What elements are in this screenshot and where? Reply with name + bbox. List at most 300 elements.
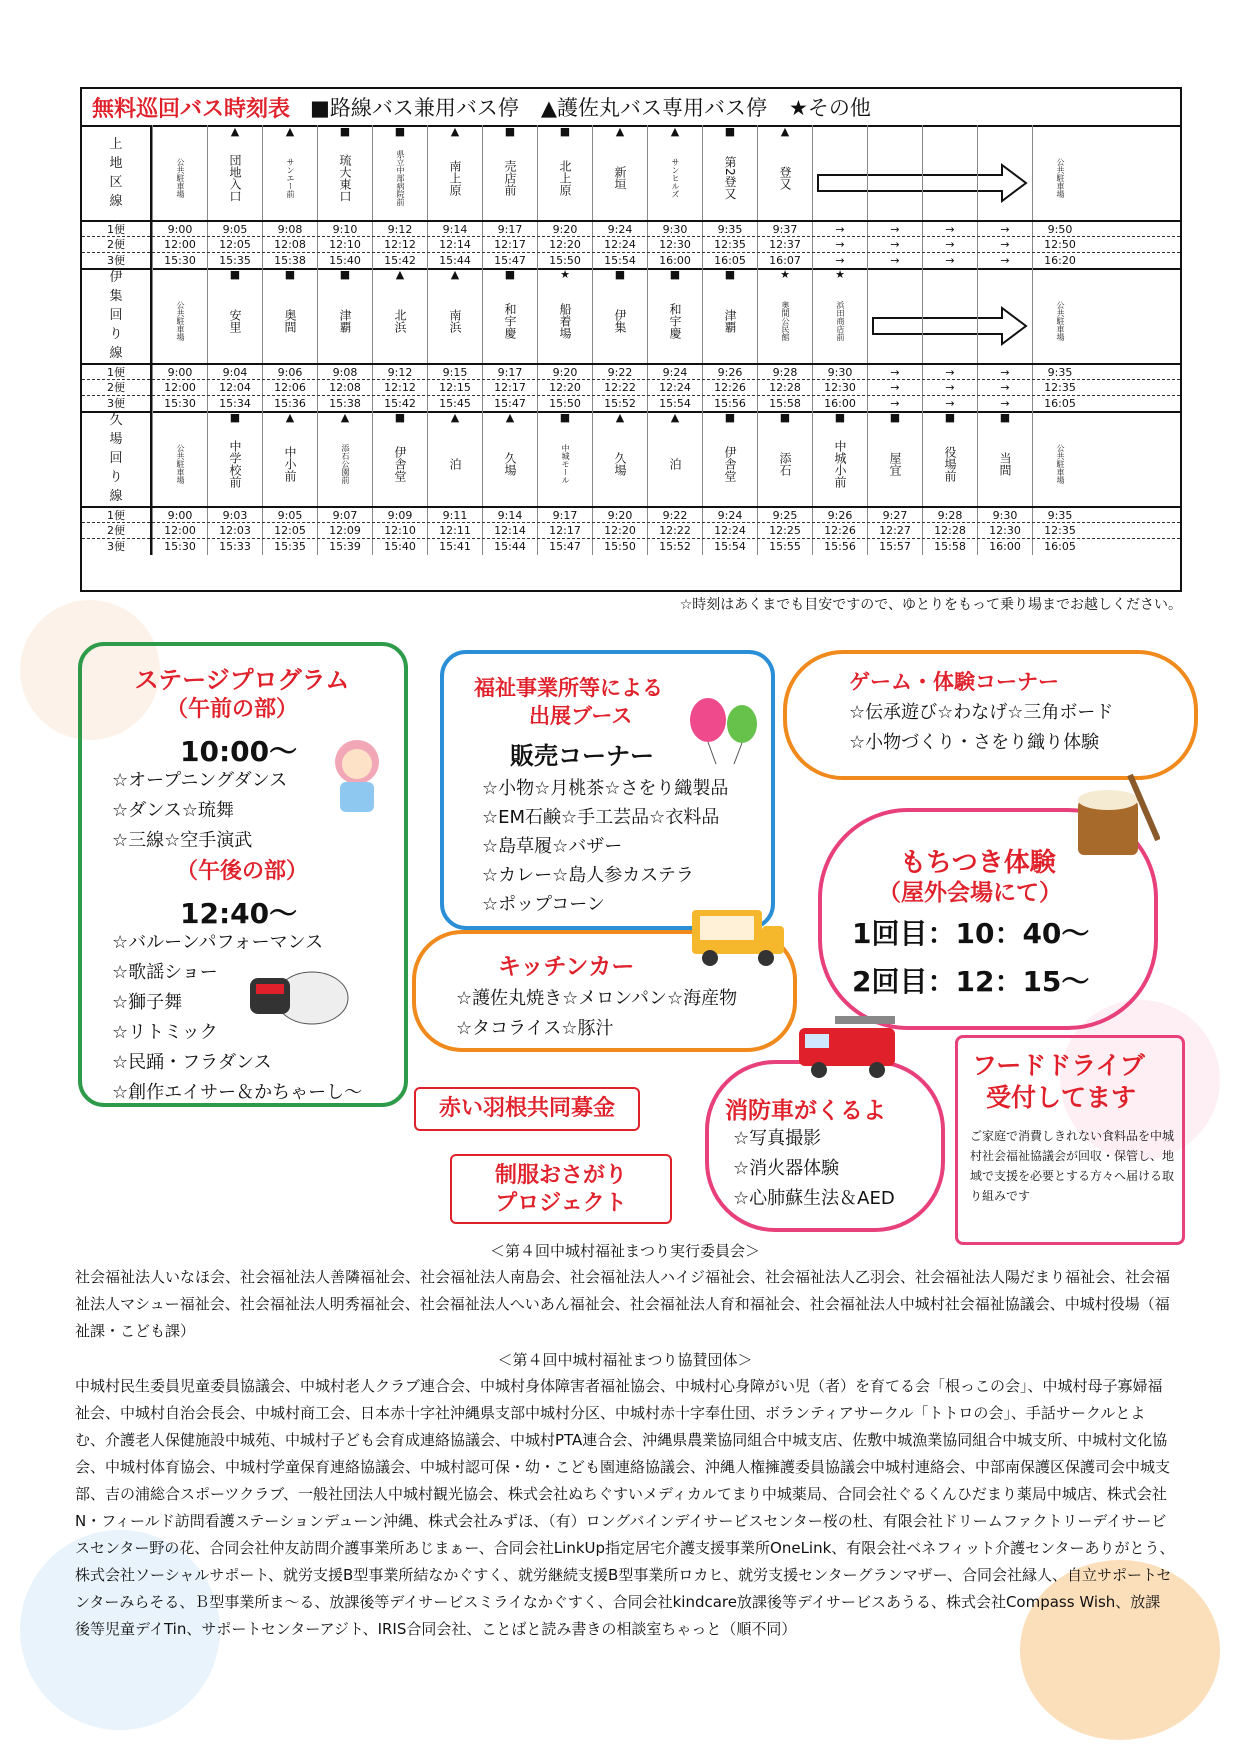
trip-time: 9:08 bbox=[317, 365, 372, 381]
kitchen-item: ☆護佐丸焼き☆メロンパン☆海産物 bbox=[456, 988, 738, 1009]
stop-type-mark bbox=[1033, 411, 1087, 425]
fire-item: ☆消火器体験 bbox=[733, 1158, 840, 1179]
stop-name: 当間 bbox=[998, 451, 1012, 476]
trip-time: 12:00 bbox=[152, 380, 207, 396]
trip-time: 9:17 bbox=[482, 222, 537, 238]
trip-time: 9:26 bbox=[812, 508, 867, 524]
trip-time: 15:54 bbox=[647, 396, 702, 412]
bus-stop bbox=[977, 411, 1032, 506]
trip-time: 15:50 bbox=[592, 539, 647, 555]
trip-time: 9:25 bbox=[757, 508, 812, 524]
stop-type-mark bbox=[978, 125, 1032, 139]
stop-name: 中城モール bbox=[561, 443, 570, 484]
stop-name: 津覇 bbox=[338, 308, 352, 333]
trip-time: 9:30 bbox=[812, 365, 867, 381]
route-name-char: 線 bbox=[109, 489, 123, 504]
trip-time: 12:37 bbox=[757, 237, 812, 253]
trip-time: → bbox=[922, 396, 977, 412]
stop-type-mark: ▲ bbox=[615, 411, 625, 424]
trip-time: 9:08 bbox=[262, 222, 317, 238]
trip-time: 15:47 bbox=[482, 253, 537, 269]
bus-stop bbox=[372, 125, 427, 220]
route-name-char: 場 bbox=[109, 432, 123, 447]
trip-time: 12:05 bbox=[262, 523, 317, 539]
trip-time: 16:05 bbox=[1032, 396, 1087, 412]
trip-time: 9:03 bbox=[207, 508, 262, 524]
stop-name: 久場 bbox=[503, 451, 517, 476]
stop-type-mark: ■ bbox=[779, 411, 791, 424]
stop-name: 役場前 bbox=[943, 445, 957, 482]
fire-truck-icon bbox=[795, 1010, 905, 1080]
stop-type-mark: ■ bbox=[394, 125, 406, 138]
girl-illustration-icon bbox=[322, 736, 392, 816]
trip-time: 15:52 bbox=[647, 539, 702, 555]
trip-time: 9:15 bbox=[427, 365, 482, 381]
stage-am-item: ☆ダンス☆琉舞 bbox=[112, 800, 234, 821]
legend-shared-stop: ■路線バス兼用バス停 bbox=[310, 96, 519, 120]
trip-time: 12:24 bbox=[592, 237, 647, 253]
trip-time: → bbox=[977, 222, 1032, 238]
stop-name: 県立中部病院前 bbox=[396, 149, 405, 206]
trip-time: 12:17 bbox=[482, 237, 537, 253]
stage-pm-item: ☆獅子舞 bbox=[112, 992, 183, 1013]
balloons-icon bbox=[684, 694, 764, 764]
stage-pm-label: （午後の部） bbox=[175, 859, 308, 884]
stop-type-mark bbox=[868, 125, 922, 139]
trip-label: 1便 bbox=[82, 508, 152, 524]
trip-time: 9:04 bbox=[207, 365, 262, 381]
bus-stop bbox=[812, 268, 867, 363]
stop-name: 伊舎堂 bbox=[723, 445, 737, 482]
kitchen-title: キッチンカー bbox=[498, 954, 635, 980]
trip-label: 2便 bbox=[82, 523, 152, 539]
trip-time: 12:24 bbox=[702, 523, 757, 539]
trip-time: 9:12 bbox=[372, 222, 427, 238]
trip-time: 15:40 bbox=[372, 539, 427, 555]
trip-time: 9:20 bbox=[592, 508, 647, 524]
stop-type-mark: ■ bbox=[504, 125, 516, 138]
stage-pm-item: ☆バルーンパフォーマンス bbox=[112, 932, 324, 953]
trip-time: 9:17 bbox=[537, 508, 592, 524]
bus-stop bbox=[757, 268, 812, 363]
committee-heading: ＜第４回中城村福祉まつり実行委員会＞ bbox=[489, 1242, 760, 1260]
bus-stop bbox=[262, 411, 317, 506]
bus-stop bbox=[427, 411, 482, 506]
trip-time: 15:42 bbox=[372, 253, 427, 269]
trip-time: 15:58 bbox=[757, 396, 812, 412]
route-name-char: 線 bbox=[109, 193, 123, 209]
trip-time: 12:12 bbox=[372, 237, 427, 253]
stop-type-mark: ▲ bbox=[450, 411, 460, 424]
stop-type-mark: ■ bbox=[559, 411, 571, 424]
stop-type-mark bbox=[923, 125, 977, 139]
bus-timetable bbox=[80, 87, 1182, 592]
bus-stop bbox=[702, 125, 757, 220]
route-section bbox=[82, 411, 1180, 554]
stop-type-mark: ▲ bbox=[780, 125, 790, 138]
bus-stop bbox=[537, 268, 592, 363]
route-name-char: 久 bbox=[109, 413, 123, 428]
fire-item: ☆心肺蘇生法＆AED bbox=[733, 1188, 895, 1209]
bus-stop bbox=[482, 411, 537, 506]
stop-name: 安里 bbox=[228, 308, 242, 333]
trip-time: 15:56 bbox=[812, 539, 867, 555]
bus-stop bbox=[262, 125, 317, 220]
trip-time: 9:24 bbox=[702, 508, 757, 524]
timetable-header bbox=[82, 89, 1180, 127]
trip-time: 15:33 bbox=[207, 539, 262, 555]
trip-time: 9:35 bbox=[702, 222, 757, 238]
trip-time: 9:30 bbox=[647, 222, 702, 238]
stop-type-mark bbox=[153, 125, 207, 139]
legend-gosamaru-stop: ▲護佐丸バス専用バス停 bbox=[540, 96, 768, 120]
trip-time: 9:22 bbox=[592, 365, 647, 381]
stop-type-mark: ■ bbox=[229, 268, 241, 281]
stop-type-mark bbox=[978, 268, 1032, 282]
trip-time: 15:44 bbox=[427, 253, 482, 269]
trip-time: 15:52 bbox=[592, 396, 647, 412]
bus-stop bbox=[757, 411, 812, 506]
trip-time: 12:14 bbox=[427, 237, 482, 253]
stop-name: 新垣 bbox=[613, 165, 627, 190]
stop-name: 添石 bbox=[778, 451, 792, 476]
trip-time: 12:03 bbox=[207, 523, 262, 539]
trip-time: 12:00 bbox=[152, 523, 207, 539]
route-name-char: 上 bbox=[109, 136, 123, 152]
booth-item: ☆ポップコーン bbox=[482, 894, 605, 915]
bus-stop bbox=[427, 268, 482, 363]
trip-time: → bbox=[867, 396, 922, 412]
stop-type-mark bbox=[153, 411, 207, 425]
trip-time: 16:00 bbox=[812, 396, 867, 412]
stop-type-mark: ▲ bbox=[450, 125, 460, 138]
kitchen-car-icon bbox=[688, 900, 788, 970]
trip-time: 9:14 bbox=[482, 508, 537, 524]
trip-time: 9:35 bbox=[1032, 365, 1087, 381]
bus-stop bbox=[1032, 125, 1087, 220]
game-list bbox=[849, 698, 1113, 758]
trip-time: 12:05 bbox=[207, 237, 262, 253]
stop-name: 中小前 bbox=[283, 445, 297, 482]
stop-type-mark bbox=[1033, 125, 1087, 139]
trip-time: 12:22 bbox=[647, 523, 702, 539]
stop-type-mark: ▲ bbox=[285, 411, 295, 424]
bus-stop bbox=[152, 125, 207, 220]
trip-time: 12:06 bbox=[262, 380, 317, 396]
bus-stop bbox=[152, 268, 207, 363]
trip-time: 12:35 bbox=[1032, 523, 1087, 539]
trip-time: 9:28 bbox=[757, 365, 812, 381]
trip-time: → bbox=[867, 380, 922, 396]
trip-time: 15:30 bbox=[152, 253, 207, 269]
trip-time: 15:38 bbox=[317, 396, 372, 412]
stop-name: 公共駐車場 bbox=[176, 300, 185, 341]
stop-type-mark bbox=[813, 125, 867, 139]
trip-time: → bbox=[977, 237, 1032, 253]
stop-type-mark bbox=[1033, 268, 1087, 282]
trip-time: 12:50 bbox=[1032, 237, 1087, 253]
stop-name: 第2登又 bbox=[723, 155, 737, 200]
stop-name: 和宇慶 bbox=[668, 302, 682, 339]
trip-time: 12:11 bbox=[427, 523, 482, 539]
food-description: ご家庭で消費しきれない食料品を中城村社会福祉協議会が回収・保管し、地域で支援を必要とする方々へ届ける取り組みです bbox=[970, 1129, 1175, 1203]
trip-time: 9:14 bbox=[427, 222, 482, 238]
uniform-project-line-1: 制服おさがり bbox=[494, 1163, 627, 1188]
trip-time: → bbox=[867, 237, 922, 253]
route-name-char: 伊 bbox=[109, 270, 123, 285]
trip-time: 12:28 bbox=[922, 523, 977, 539]
stop-name: 中学校前 bbox=[228, 439, 242, 488]
stop-name: 南上原 bbox=[448, 159, 462, 196]
trip-time: 16:20 bbox=[1032, 253, 1087, 269]
trip-time: 9:09 bbox=[372, 508, 427, 524]
trip-time: 9:35 bbox=[1032, 508, 1087, 524]
booth-item: ☆小物☆月桃茶☆さをり織製品 bbox=[482, 778, 729, 799]
route-name bbox=[82, 125, 152, 220]
sponsors-text: 中城村民生委員児童委員協議会、中城村老人クラブ連合会、中城村身体障害者福祉協会、中城村心身障がい児（者）を育てる会「根っこの会」、中城村母子寡婦福祉会、中城村自治会長会、中城村商工会、日本赤十字社沖縄県支部中城村分区、中城村赤十字奉仕団、ボランティアサークル「トトロの会」、手話サークルとよむ、介護老人保健施設中城苑、中城村子ども会育成連絡協議会、中城村PTA連合会、沖縄県農業協同組合中城支店、佐敷中城漁業協同組合中城支所、中城村文化協会、中城村体育協会、中城村学童保育連絡協議会、中城村認可保・幼・こども園連絡協議会、沖縄人権擁護委員協議会中城村連絡会、中部南保護区保護司会中城支部、吉の浦総合スポーツクラブ、一般社団法人中城村観光協会、株式会社ぬちぐすいメディカルてまり中城薬局、合同会社ぐるくんひだまり薬局中城店、株式会社N・フィールド訪問看護ステーションデューン沖縄、株式会社みずほ、（有）ロングバインデイサービスセンター桜の杜、有限会社ドリームファクトリーデイサービスセンター野の花、合同会社仲友訪問介護事業所あじまぁー、合同会社LinkUp指定居宅介護支援事業所OneLink、有限会社ベネフィット介護センターありがとう、株式会社ソーシャルサポート、就労支援B型事業所結なかぐすく、就労継続支援B型事業所ロカヒ、就労支援センターグランマザー、合同会社縁人、自立サポートセンターみらそる、Ｂ型事業所ま～る、放課後等デイサービスミライなかぐすく、合同会社kindcare放課後等デイサービスあうる、株式会社Compass Wish、放課後等児童デイTin、サポートセンターアジト、IRIS合同会社、ことばと読み書きの相談室ちゃっと（順不同） bbox=[75, 1377, 1175, 1638]
stop-name: 伊集 bbox=[613, 308, 627, 333]
stage-am-item: ☆オープニングダンス bbox=[112, 770, 288, 791]
bus-stop bbox=[757, 125, 812, 220]
trip-time: 15:35 bbox=[262, 539, 317, 555]
bus-stop bbox=[867, 411, 922, 506]
stop-name: 添石公園前 bbox=[341, 443, 350, 484]
trip-time: 15:57 bbox=[867, 539, 922, 555]
route-name-char: 区 bbox=[109, 174, 123, 190]
trip-time: 12:30 bbox=[977, 523, 1032, 539]
bus-stop bbox=[207, 268, 262, 363]
stop-name: 公共駐車場 bbox=[176, 443, 185, 484]
trip-row bbox=[82, 395, 1180, 412]
stop-name: 泊 bbox=[448, 457, 462, 470]
trip-time: 9:30 bbox=[977, 508, 1032, 524]
trip-label: 2便 bbox=[82, 380, 152, 396]
trip-time: 9:20 bbox=[537, 222, 592, 238]
bus-stop bbox=[372, 268, 427, 363]
trip-time: 9:00 bbox=[152, 508, 207, 524]
trip-time: 12:17 bbox=[482, 380, 537, 396]
bus-stop bbox=[647, 268, 702, 363]
trip-time: → bbox=[922, 380, 977, 396]
trip-time: 15:47 bbox=[537, 539, 592, 555]
trip-time: 12:35 bbox=[1032, 380, 1087, 396]
trip-time: 15:41 bbox=[427, 539, 482, 555]
trip-time: 12:20 bbox=[537, 237, 592, 253]
trip-time: → bbox=[812, 222, 867, 238]
mochi-title-2: （屋外会場にて） bbox=[878, 880, 1062, 906]
kitchen-item: ☆タコライス☆豚汁 bbox=[456, 1018, 614, 1039]
trip-time: 12:25 bbox=[757, 523, 812, 539]
trip-time: 9:10 bbox=[317, 222, 372, 238]
trip-time: 12:26 bbox=[702, 380, 757, 396]
lion-dance-icon bbox=[242, 962, 352, 1032]
trip-time: 9:22 bbox=[647, 508, 702, 524]
stop-name: 南浜 bbox=[448, 308, 462, 333]
bus-stop bbox=[207, 125, 262, 220]
route-name-char: 回 bbox=[109, 308, 123, 323]
stop-type-mark: ■ bbox=[724, 125, 736, 138]
stop-name: 津覇 bbox=[723, 308, 737, 333]
trip-time: 15:38 bbox=[262, 253, 317, 269]
trip-time: 15:34 bbox=[207, 396, 262, 412]
stage-title: ステージプログラム bbox=[134, 666, 350, 694]
trip-time: 12:12 bbox=[372, 380, 427, 396]
trip-time: 12:30 bbox=[647, 237, 702, 253]
route-section bbox=[82, 268, 1180, 411]
stage-program-box bbox=[78, 642, 408, 1107]
trip-time: 12:15 bbox=[427, 380, 482, 396]
trip-time: 12:08 bbox=[317, 380, 372, 396]
bus-stop bbox=[482, 125, 537, 220]
trip-time: 15:56 bbox=[702, 396, 757, 412]
stop-type-mark: ■ bbox=[669, 268, 681, 281]
stop-name: 公共駐車場 bbox=[176, 157, 185, 198]
trip-time: 15:50 bbox=[537, 396, 592, 412]
trip-time: → bbox=[922, 365, 977, 381]
bus-stop bbox=[537, 125, 592, 220]
trip-time: 15:39 bbox=[317, 539, 372, 555]
route-name bbox=[82, 268, 152, 363]
fire-list bbox=[733, 1124, 895, 1214]
stop-name: 屋宜 bbox=[888, 451, 902, 476]
stop-type-mark bbox=[868, 268, 922, 282]
trip-time: → bbox=[922, 253, 977, 269]
route-name-char: 集 bbox=[109, 289, 123, 304]
stop-name: 売店前 bbox=[503, 159, 517, 196]
trip-time: 12:04 bbox=[207, 380, 262, 396]
booth-box bbox=[440, 650, 775, 930]
trip-time: → bbox=[922, 237, 977, 253]
food-title-2: 受付してます bbox=[986, 1083, 1137, 1112]
stop-name: 公共駐車場 bbox=[1056, 443, 1065, 484]
trip-time: 12:14 bbox=[482, 523, 537, 539]
bus-stop bbox=[427, 125, 482, 220]
booth-item: ☆島草履☆バザー bbox=[482, 836, 623, 857]
stop-name: 登又 bbox=[778, 165, 792, 190]
trip-row bbox=[82, 538, 1180, 555]
bus-stop bbox=[647, 125, 702, 220]
bus-stop bbox=[152, 411, 207, 506]
trip-time: → bbox=[812, 253, 867, 269]
game-box bbox=[783, 650, 1198, 780]
mochi-mortar-icon bbox=[1070, 770, 1160, 870]
trip-time: 9:24 bbox=[592, 222, 647, 238]
trip-time: 15:42 bbox=[372, 396, 427, 412]
bus-stop bbox=[207, 411, 262, 506]
stop-type-mark: ★ bbox=[835, 268, 845, 281]
stop-name: 北浜 bbox=[393, 308, 407, 333]
bus-stop bbox=[702, 411, 757, 506]
trip-time: → bbox=[812, 237, 867, 253]
stop-name: サンエー前 bbox=[286, 157, 295, 198]
stage-am-time: 10:00～ bbox=[180, 735, 298, 768]
route-section bbox=[82, 125, 1180, 268]
trip-time: 15:47 bbox=[482, 396, 537, 412]
trip-time: 16:00 bbox=[977, 539, 1032, 555]
bus-stop bbox=[537, 411, 592, 506]
stop-type-mark: ■ bbox=[559, 125, 571, 138]
timetable-title: 無料巡回バス時刻表 bbox=[92, 96, 291, 122]
bus-stop bbox=[592, 411, 647, 506]
stage-pm-time: 12:40～ bbox=[180, 897, 298, 930]
stop-name: 泊 bbox=[668, 457, 682, 470]
trip-time: 9:00 bbox=[152, 222, 207, 238]
sponsors-heading: ＜第４回中城村福祉まつり協賛団体＞ bbox=[497, 1351, 753, 1369]
trip-time: 12:09 bbox=[317, 523, 372, 539]
mochi-time-1: 1回目：10：40～ bbox=[852, 917, 1090, 950]
trip-time: 9:26 bbox=[702, 365, 757, 381]
trip-time: 9:50 bbox=[1032, 222, 1087, 238]
stop-name: 団地入口 bbox=[228, 153, 242, 202]
stop-type-mark: ▲ bbox=[285, 125, 295, 138]
fire-title: 消防車がくるよ bbox=[725, 1098, 886, 1124]
trip-time: 9:17 bbox=[482, 365, 537, 381]
trip-row bbox=[82, 252, 1180, 269]
trip-time: 16:07 bbox=[757, 253, 812, 269]
trip-time: → bbox=[977, 396, 1032, 412]
kitchen-list bbox=[456, 984, 737, 1044]
stop-name: 和宇慶 bbox=[503, 302, 517, 339]
trip-time: 12:10 bbox=[317, 237, 372, 253]
game-item: ☆小物づくり・さをり織り体験 bbox=[849, 732, 1100, 753]
trip-time: 16:00 bbox=[647, 253, 702, 269]
trip-time: 12:35 bbox=[702, 237, 757, 253]
trip-time: 15:50 bbox=[537, 253, 592, 269]
stop-name: 浜田商店前 bbox=[836, 300, 845, 341]
trip-time: 15:35 bbox=[207, 253, 262, 269]
stop-name: 久場 bbox=[613, 451, 627, 476]
bus-stop bbox=[922, 125, 977, 220]
trip-time: 15:54 bbox=[702, 539, 757, 555]
stage-am-item: ☆三線☆空手演武 bbox=[112, 830, 253, 851]
bus-stop bbox=[702, 268, 757, 363]
stop-name: 北上原 bbox=[558, 159, 572, 196]
trip-row bbox=[82, 522, 1180, 539]
trip-row bbox=[82, 379, 1180, 396]
bus-stop bbox=[977, 125, 1032, 220]
trip-time: 9:00 bbox=[152, 365, 207, 381]
trip-time: 12:27 bbox=[867, 523, 922, 539]
stop-type-mark: ■ bbox=[394, 411, 406, 424]
stop-name: 琉大東口 bbox=[338, 153, 352, 202]
trip-label: 3便 bbox=[82, 253, 152, 269]
stop-name: 奥間公民館 bbox=[781, 300, 790, 341]
bus-stop bbox=[922, 411, 977, 506]
trip-time: 15:44 bbox=[482, 539, 537, 555]
stop-name: 公共駐車場 bbox=[1056, 300, 1065, 341]
trip-time: → bbox=[867, 365, 922, 381]
bus-stop bbox=[922, 268, 977, 363]
trip-time: 12:08 bbox=[262, 237, 317, 253]
trip-time: 9:24 bbox=[647, 365, 702, 381]
stop-type-mark: ★ bbox=[560, 268, 570, 281]
stop-type-mark: ■ bbox=[614, 268, 626, 281]
fire-truck-box bbox=[705, 1060, 945, 1232]
stop-type-mark: ▲ bbox=[505, 411, 515, 424]
stop-type-mark bbox=[153, 268, 207, 282]
trip-time: 12:00 bbox=[152, 237, 207, 253]
trip-time: 12:20 bbox=[592, 523, 647, 539]
route-name-char: 地 bbox=[109, 155, 123, 171]
stop-type-mark: ■ bbox=[339, 268, 351, 281]
bus-stop bbox=[1032, 411, 1087, 506]
trip-time: → bbox=[977, 365, 1032, 381]
bus-stop bbox=[812, 411, 867, 506]
bus-stop bbox=[317, 268, 372, 363]
stop-type-mark: ■ bbox=[944, 411, 956, 424]
trip-time: 15:30 bbox=[152, 539, 207, 555]
trip-time: 15:40 bbox=[317, 253, 372, 269]
